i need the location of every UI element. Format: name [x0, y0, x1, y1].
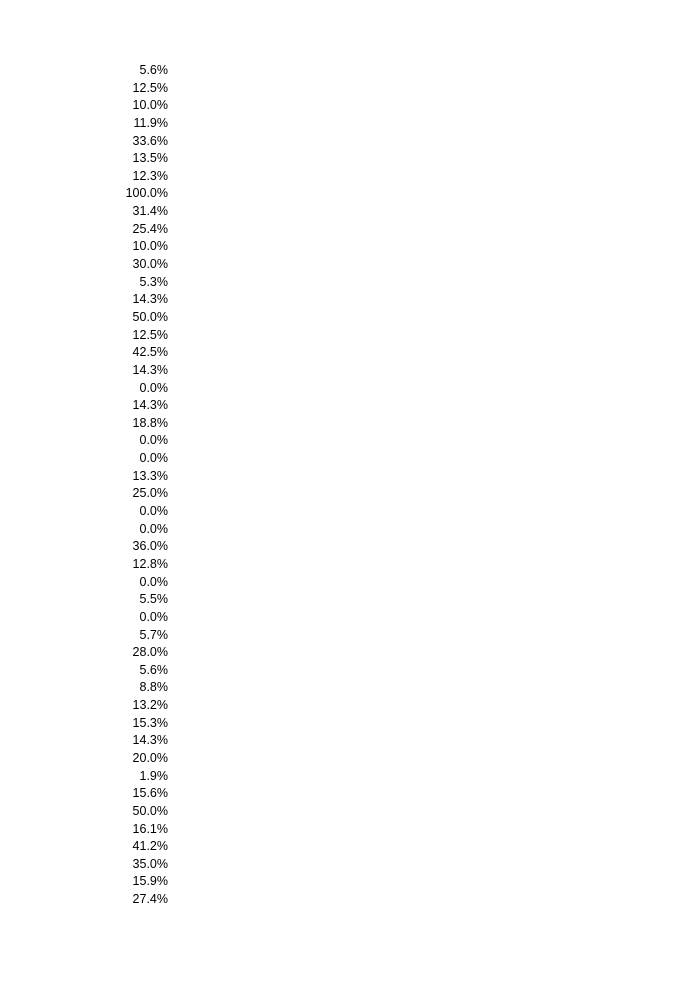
percentage-cell: 13.2% [132, 698, 168, 713]
percentage-cell: 5.6% [139, 662, 168, 677]
percentage-cell: 27.4% [132, 892, 168, 907]
percentage-cell: 20.0% [132, 750, 168, 765]
percentage-cell: 42.5% [132, 345, 168, 360]
percentage-cell: 12.8% [132, 556, 168, 571]
percentage-cell: 36.0% [132, 539, 168, 554]
percentage-cell: 31.4% [132, 204, 168, 219]
percentage-cell: 50.0% [132, 803, 168, 818]
percentage-cell: 14.3% [132, 292, 168, 307]
percentage-cell: 0.0% [139, 433, 168, 448]
percentage-cell: 0.0% [139, 380, 168, 395]
percentage-cell: 13.5% [132, 151, 168, 166]
percentage-cell: 8.8% [139, 680, 168, 695]
percentage-cell: 14.3% [132, 733, 168, 748]
percentage-cell: 10.0% [132, 239, 168, 254]
percentage-cell: 0.0% [139, 521, 168, 536]
percentage-cell: 33.6% [132, 133, 168, 148]
percentage-cell: 30.0% [132, 257, 168, 272]
percentage-cell: 5.3% [139, 274, 168, 289]
percentage-cell: 10.0% [132, 98, 168, 113]
percentage-cell: 14.3% [132, 362, 168, 377]
percentage-cell: 50.0% [132, 309, 168, 324]
percentage-cell: 13.3% [132, 468, 168, 483]
percentage-cell: 25.4% [132, 221, 168, 236]
percentage-cell: 5.6% [139, 63, 168, 77]
percentage-cell: 0.0% [139, 504, 168, 519]
percentage-cell: 16.1% [132, 821, 168, 836]
percentage-cell: 1.9% [139, 768, 168, 783]
percentage-cell: 14.3% [132, 398, 168, 413]
percentage-cell: 0.0% [139, 451, 168, 466]
percentage-cell: 5.7% [139, 627, 168, 642]
percentage-cell: 35.0% [132, 856, 168, 871]
percentage-cell: 12.5% [132, 80, 168, 95]
percentage-cell: 100.0% [125, 186, 168, 201]
percentage-column [100, 62, 168, 909]
percentage-cell: 28.0% [132, 645, 168, 660]
percentage-cell: 12.3% [132, 168, 168, 183]
percentage-cell: 41.2% [132, 839, 168, 854]
percentage-cell: 15.9% [132, 874, 168, 889]
percentage-cell: 15.3% [132, 715, 168, 730]
percentage-cell: 25.0% [132, 486, 168, 501]
percentage-cell: 0.0% [139, 609, 168, 624]
percentage-cell: 18.8% [132, 415, 168, 430]
percentage-cell: 15.6% [132, 786, 168, 801]
percentage-cell: 11.9% [133, 115, 168, 130]
percentage-cell: 5.5% [139, 592, 168, 607]
percentage-cell: 0.0% [139, 574, 168, 589]
percentage-cell: 12.5% [132, 327, 168, 342]
